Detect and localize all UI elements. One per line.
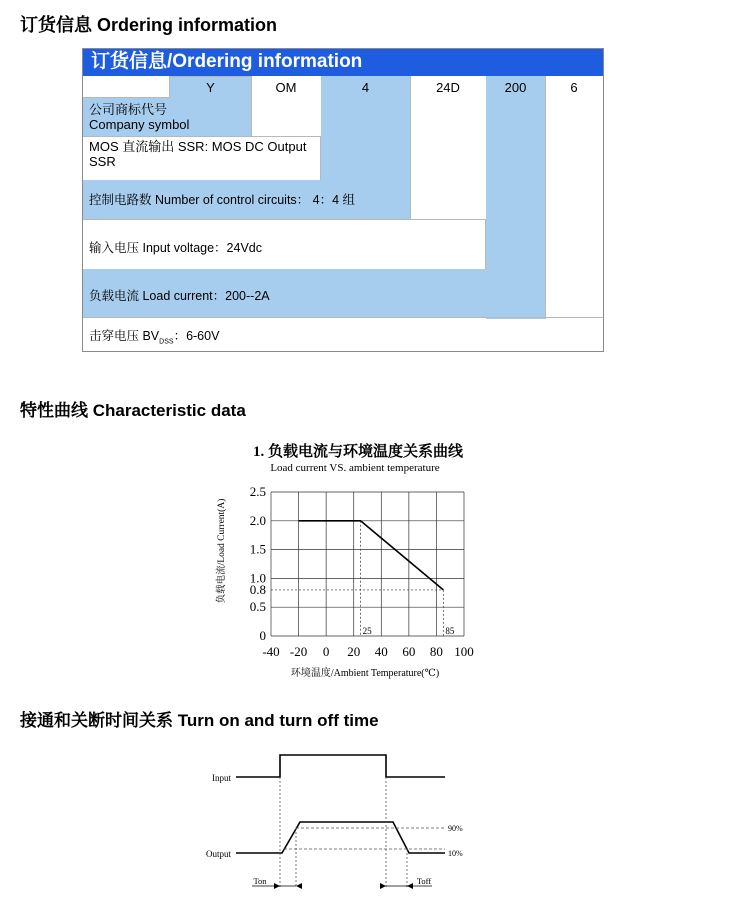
y-axis-label: 负载电流/Load Current(A) — [217, 498, 227, 604]
level-90-label: 90% — [448, 824, 463, 833]
load-current-line — [299, 521, 444, 590]
input-voltage: 输入电压 Input voltage：24Vdc — [89, 241, 262, 255]
code-om: OM — [275, 80, 297, 95]
x-tick-labels — [262, 644, 473, 659]
chart-title: 1. 负载电流与环境温度关系曲线 — [252, 444, 464, 460]
x-tick-label: 100 — [454, 644, 474, 659]
bvdss-prefix: 击穿电压 BV — [89, 329, 160, 343]
code-200: 200 — [504, 80, 527, 95]
y-tick-label: 0.8 — [249, 581, 266, 597]
y-tick-label: 1.0 — [249, 570, 266, 586]
x-tick-label: -20 — [289, 644, 308, 659]
annotation-label: 25 — [362, 626, 372, 636]
input-waveform — [236, 755, 445, 777]
x-tick-label: -40 — [262, 644, 280, 659]
switching-heading: 接通和关断时间关系 Turn on and turn off time — [20, 711, 379, 730]
x-tick-label: 80 — [429, 644, 443, 659]
arrow-icon — [407, 883, 413, 889]
ordering-heading: 订货信息 Ordering information — [20, 15, 278, 35]
y-tick-label: 0 — [259, 628, 266, 643]
x-axis-label: 环境温度/Ambient Temperature(℃) — [290, 668, 440, 679]
company-symbol-cn: 公司商标代号 — [89, 102, 168, 117]
y-tick-label: 2.5 — [249, 484, 266, 499]
code-y: Y — [206, 80, 215, 95]
ordering-banner: 订货信息/Ordering information — [83, 49, 603, 76]
annotation-label: 85 — [445, 626, 455, 636]
code-cell-y-white — [83, 76, 170, 98]
load-current: 负载电流 Load current：200--2A — [89, 289, 270, 303]
control-circuits: 控制电路数 Number of control circuits： 4：4 组 — [89, 193, 356, 207]
code-divider — [545, 76, 546, 319]
level-10-label: 10% — [448, 849, 463, 858]
output-waveform — [236, 822, 445, 853]
code-6: 6 — [570, 80, 578, 95]
code-4: 4 — [361, 80, 370, 95]
characteristic-heading: 特性曲线 Characteristic data — [20, 401, 246, 420]
bvdss-subscript: DSS — [159, 338, 174, 346]
chart-subtitle: Load current VS. ambient temperature — [270, 462, 440, 474]
code-24d: 24D — [436, 80, 460, 95]
ton-label: Ton — [253, 876, 267, 886]
chart-series — [299, 521, 444, 590]
arrow-icon — [274, 883, 280, 889]
x-tick-label: 20 — [347, 644, 361, 659]
x-tick-label: 40 — [374, 644, 388, 659]
y-tick-label: 0.5 — [249, 599, 266, 615]
y-tick-label: 1.5 — [249, 541, 266, 557]
timing-diagram — [200, 750, 480, 895]
x-tick-label: 60 — [402, 644, 416, 659]
chart-grid — [271, 492, 464, 636]
y-tick-labels — [250, 484, 266, 643]
output-label: Output — [205, 849, 231, 859]
toff-label: Toff — [416, 876, 432, 886]
bvdss-value: ：6-60V — [173, 329, 220, 343]
bvdss — [89, 326, 219, 346]
arrow-icon — [380, 883, 386, 889]
arrow-icon — [296, 883, 302, 889]
x-tick-label: 0 — [322, 644, 330, 659]
code-divider — [410, 76, 411, 219]
company-symbol — [89, 102, 249, 132]
y-tick-label: 2.0 — [249, 512, 266, 528]
input-label: Input — [212, 773, 231, 783]
company-symbol-en: Company symbol — [89, 117, 190, 132]
ordering-table — [82, 48, 604, 352]
ssr-type: MOS 直流输出 SSR: MOS DC Output SSR — [89, 139, 307, 169]
load-current-chart — [210, 436, 500, 686]
